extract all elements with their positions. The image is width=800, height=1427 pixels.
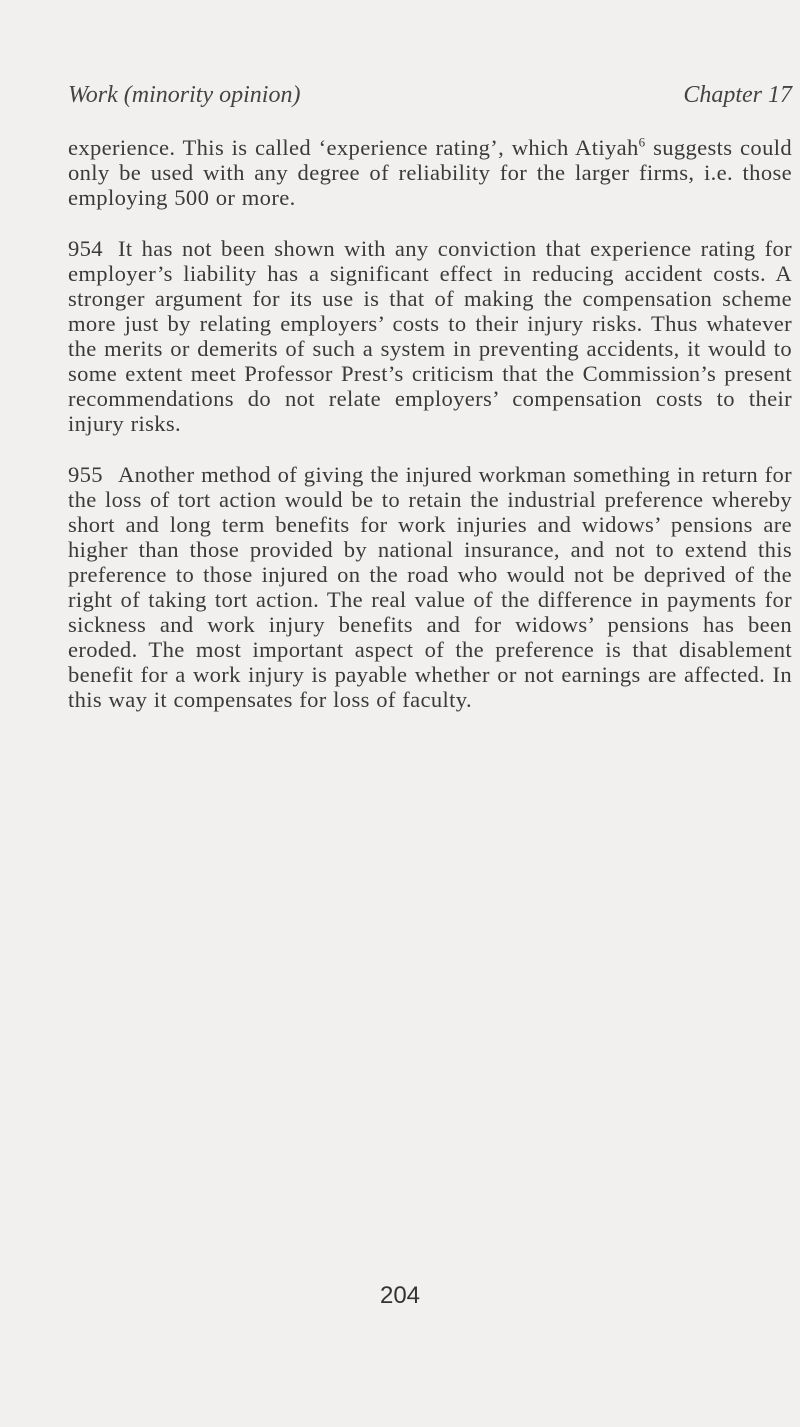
header-section-title: Work (minority opinion) (68, 82, 301, 108)
paragraph-text: suggests could only be used with any degree of reliability for the larger firms, i.e. those employing 500 or more. (68, 135, 792, 210)
page-number: 204 (379, 1282, 421, 1309)
paragraph-continuation (68, 135, 792, 210)
paragraph-text: It has not been shown with any conviction that experience rating for employer’s liability has a significant effect in reducing accident costs. A stronger argument for its use is that of making the compensation scheme more just by relating employers’ costs to their injury risks. Thus whatever the merits or demerits of such a system in preventing accidents, it would to some extent meet Professor Prest’s criticism that the Commission’s present recommendations do not relate employers’ compensation costs to their injury risks. (68, 236, 792, 436)
paragraph-text: experience. This is called ‘experience rating’, which Atiyah (68, 135, 639, 160)
paragraph-954 (68, 236, 792, 436)
body-text (68, 135, 792, 738)
paragraph-number: 955 (68, 462, 103, 487)
footnote-marker: 6 (638, 134, 646, 150)
header-chapter: Chapter 17 (683, 82, 792, 108)
paragraph-number: 954 (68, 236, 103, 261)
paragraph-text: Another method of giving the injured workman something in return for the loss of tort action would be to retain the industrial preference whereby short and long term benefits for work injuries and widows’ pensions are higher than those provided by national insurance, and not to extend this preference to those injured on the road who would not be deprived of the right of taking tort action. The real value of the difference in payments for sickness and work injury benefits and for widows’ pensions has been eroded. The most important aspect of the preference is that disablement benefit for a work injury is payable whether or not earnings are affected. In this way it compensates for loss of faculty. (68, 462, 792, 712)
paragraph-955 (68, 462, 792, 712)
running-header (68, 80, 792, 110)
